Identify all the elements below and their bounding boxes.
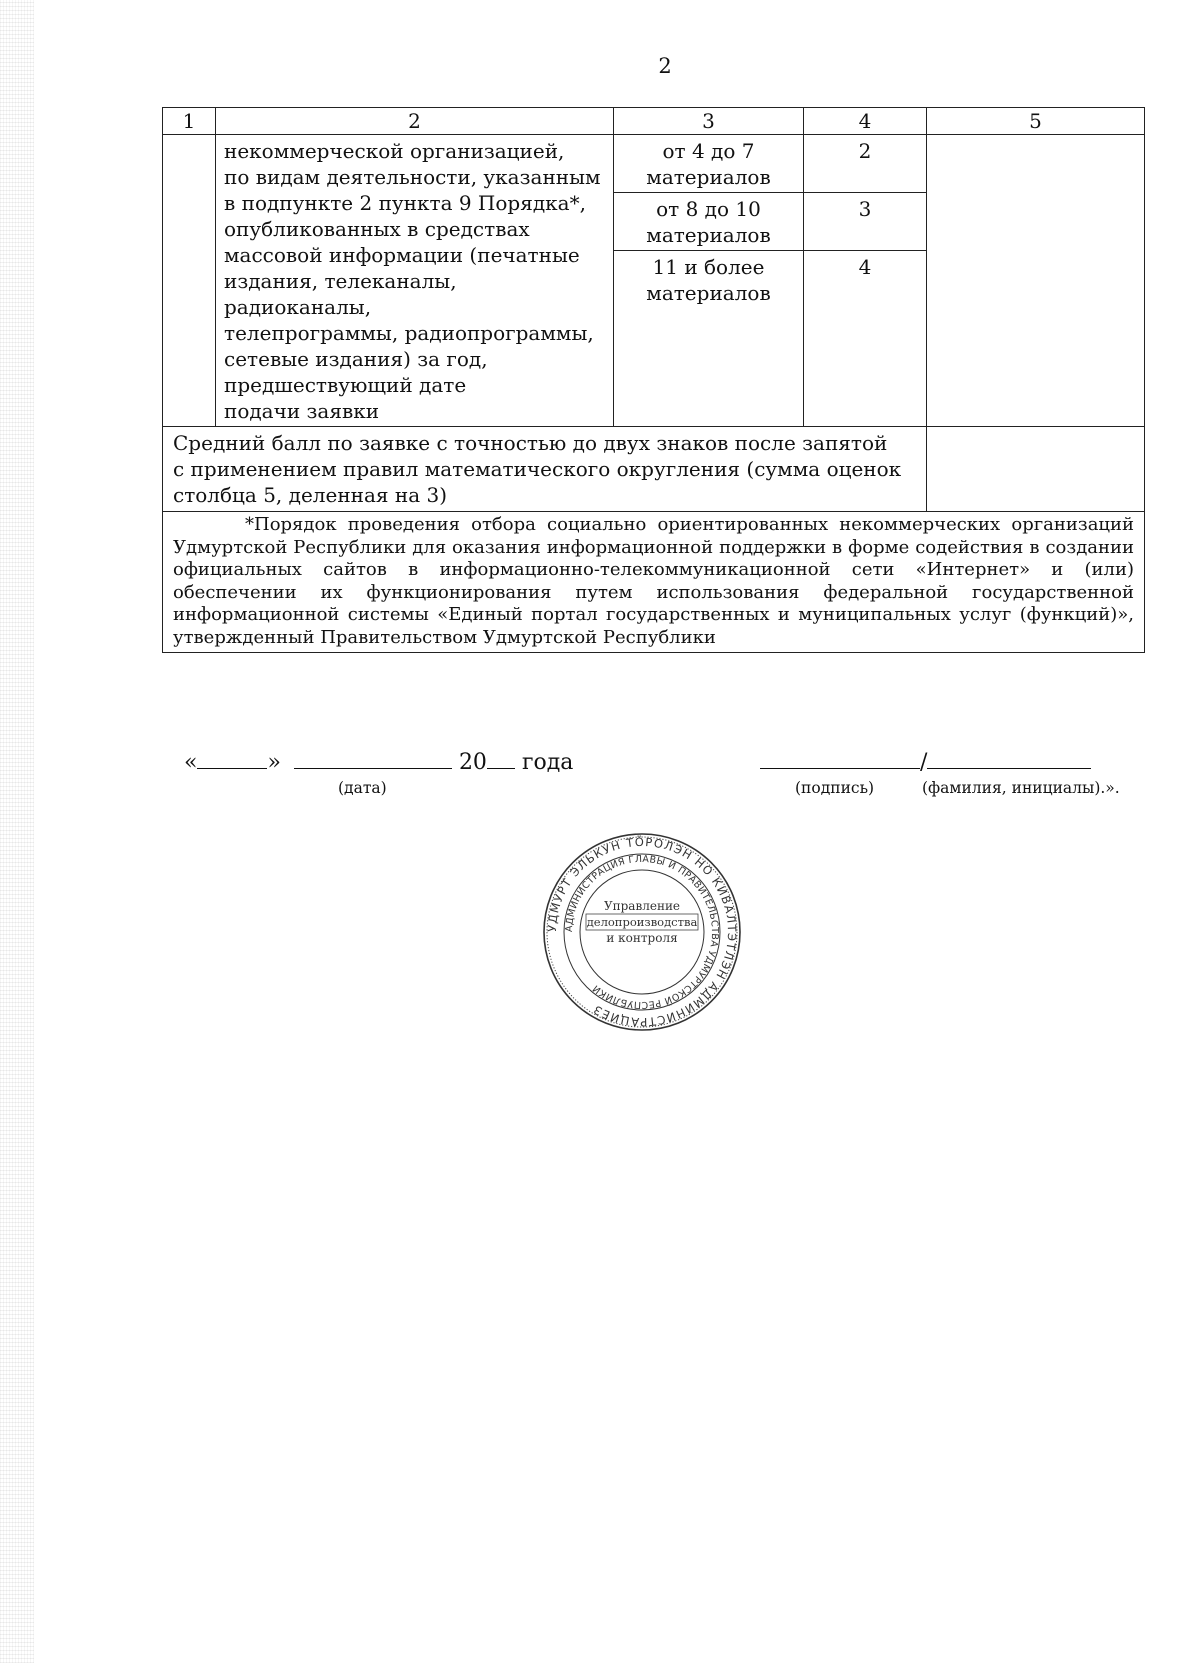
range-cell bbox=[614, 193, 804, 251]
criterion-line: предшествующий дате bbox=[224, 373, 467, 397]
column-header-5: 5 bbox=[927, 108, 1145, 135]
score-cell: 3 bbox=[804, 193, 927, 251]
average-line: столбца 5, деленная на 3) bbox=[173, 483, 448, 507]
year-blank bbox=[487, 748, 515, 769]
criterion-line: по видам деятельности, указанным bbox=[224, 165, 601, 189]
official-stamp bbox=[542, 832, 742, 1032]
criterion-description-cell bbox=[216, 135, 614, 427]
average-value-cell bbox=[927, 427, 1145, 512]
criterion-line: массовой информации (печатные bbox=[224, 243, 580, 267]
day-blank bbox=[197, 748, 267, 769]
score-cell: 4 bbox=[804, 251, 927, 427]
date-label: (дата) bbox=[338, 779, 387, 797]
criterion-line: в подпункте 2 пункта 9 Порядка*, bbox=[224, 191, 586, 215]
range-line: материалов bbox=[646, 165, 771, 189]
range-cell bbox=[614, 135, 804, 193]
scan-edge-noise bbox=[0, 0, 34, 1663]
date-open-quote: « bbox=[184, 750, 198, 775]
year-word: года bbox=[521, 750, 574, 775]
stamp-center-line: и контроля bbox=[606, 931, 678, 945]
month-blank bbox=[294, 748, 452, 769]
average-line: с применением правил математического округления (сумма оценок bbox=[173, 457, 902, 481]
evaluation-table bbox=[162, 107, 1145, 653]
footnote-row bbox=[163, 512, 1145, 653]
criterion-line: некоммерческой организацией, bbox=[224, 139, 565, 163]
signature-blank bbox=[760, 748, 920, 769]
column-header-1: 1 bbox=[163, 108, 216, 135]
row-number-cell bbox=[163, 135, 216, 427]
signature-slash: / bbox=[920, 750, 928, 775]
range-line: материалов bbox=[646, 281, 771, 305]
stamp-inner-text: АДМИНИСТРАЦИЯ ГЛАВЫ И ПРАВИТЕЛЬСТВА УДМУРТСКОЙ РЕСПУБЛИКИ bbox=[563, 853, 721, 1011]
date-close-quote: » bbox=[267, 750, 281, 775]
criterion-line: телепрограммы, радиопрограммы, bbox=[224, 321, 594, 345]
range-line: материалов bbox=[646, 223, 771, 247]
table-row bbox=[163, 135, 1145, 193]
column-header-4: 4 bbox=[804, 108, 927, 135]
range-cell bbox=[614, 251, 804, 427]
range-line: от 8 до 10 bbox=[656, 197, 761, 221]
criterion-line: опубликованных в средствах bbox=[224, 217, 530, 241]
criterion-line: подачи заявки bbox=[224, 399, 380, 423]
average-row bbox=[163, 427, 1145, 512]
year-prefix: 20 bbox=[458, 750, 487, 775]
signature-line bbox=[760, 748, 1091, 775]
average-line: Средний балл по заявке с точностью до двух знаков после запятой bbox=[173, 431, 888, 455]
column-header-3: 3 bbox=[614, 108, 804, 135]
column-header-2: 2 bbox=[216, 108, 614, 135]
range-line: от 4 до 7 bbox=[662, 139, 755, 163]
name-blank bbox=[927, 748, 1091, 769]
name-label: (фамилия, инициалы).». bbox=[922, 779, 1120, 797]
criterion-line: издания, телеканалы, радиоканалы, bbox=[224, 269, 457, 319]
evaluation-cell bbox=[927, 135, 1145, 427]
average-score-cell bbox=[163, 427, 927, 512]
stamp-center-line: Управление bbox=[603, 899, 681, 913]
signature-label: (подпись) bbox=[795, 779, 875, 797]
stamp-center-line: делопроизводства bbox=[586, 915, 698, 929]
score-cell: 2 bbox=[804, 135, 927, 193]
criterion-line: сетевые издания) за год, bbox=[224, 347, 488, 371]
range-line: 11 и более bbox=[652, 255, 765, 279]
date-line bbox=[184, 748, 573, 775]
page-number: 2 bbox=[658, 54, 672, 78]
table-header-row bbox=[163, 108, 1145, 135]
footnote-text: *Порядок проведения отбора социально ориентированных некоммерческих организаций Удмуртской Республики для оказания информационной поддержки в форме содействия в создании официальных сайтов в информационно-телекоммуникационной сети «Интернет» и (или) обеспечении их функционирования путем использования федеральной государственной информационной системы «Единый портал государственных и муниципальных услуг (функций)», утвержденный Правительством Удмуртской Республики bbox=[163, 512, 1145, 653]
stamp-outer-text: УДМУРТ ЭЛЬКУН ТӦРОЛЭН НО КИВАЛТЭТЛЭН АДМИНИСТРАЦИЕЗ bbox=[544, 834, 740, 1030]
